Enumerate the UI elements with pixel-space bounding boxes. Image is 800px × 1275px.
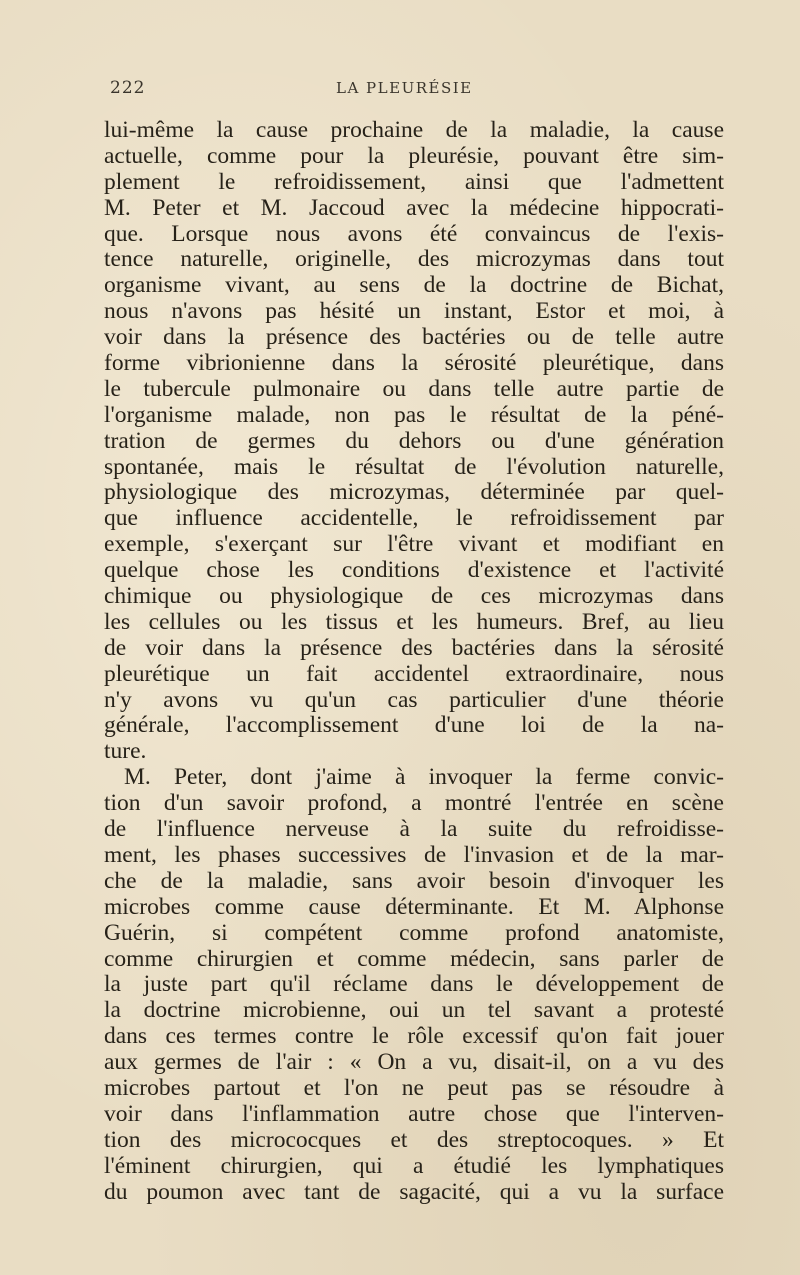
text-line: ment, les phases successives de l'invasion et de la mar- (104, 841, 724, 868)
text-line: voir dans la présence des bactéries ou de telle autre (104, 324, 724, 351)
page-number: 222 (110, 78, 146, 98)
text-line: aux germes de l'air : « On a vu, disait-il, on a vu des (104, 1049, 724, 1076)
running-head (104, 78, 724, 102)
text-line: les cellules ou les tissus et les humeurs. Bref, au lieu (104, 608, 724, 635)
text-line: spontanée, mais le résultat de l'évolution naturelle, (104, 453, 724, 480)
text-line: la juste part qu'il réclame dans le développement de (104, 971, 724, 998)
text-line: de l'influence nerveuse à la suite du refroidisse- (104, 816, 724, 843)
page-header-title: LA PLEURÉSIE (336, 79, 473, 97)
text-line: chimique ou physiologique de ces microzymas dans (104, 583, 724, 610)
text-line: que. Lorsque nous avons été convaincus de l'exis- (104, 220, 724, 247)
text-line: tion d'un savoir profond, a montré l'entrée en scène (104, 790, 724, 817)
text-line: M. Peter et M. Jaccoud avec la médecine hippocrati- (104, 194, 724, 221)
text-line: générale, l'accomplissement d'une loi de la na- (104, 712, 724, 739)
text-line: Guérin, si compétent comme profond anatomiste, (104, 919, 724, 946)
text-line: l'éminent chirurgien, qui a étudié les lymphatiques (104, 1152, 724, 1179)
text-line: comme chirurgien et comme médecin, sans parler de (104, 945, 724, 972)
text-line: quelque chose les conditions d'existence et l'activité (104, 557, 724, 584)
paragraph-start-line: M. Peter, dont j'aime à invoquer la ferme convic- (124, 764, 724, 791)
body-text (104, 118, 724, 1205)
text-line: che de la maladie, sans avoir besoin d'invoquer les (104, 867, 724, 894)
text-line: lui-même la cause prochaine de la maladie, la cause (104, 117, 724, 143)
text-line: tion des micrococques et des streptocoques. » Et (104, 1126, 724, 1153)
text-line: actuelle, comme pour la pleurésie, pouvant être sim- (104, 142, 724, 169)
text-line: que influence accidentelle, le refroidissement par (104, 505, 724, 532)
text-line: n'y avons vu qu'un cas particulier d'une théorie (104, 686, 724, 713)
text-line: tence naturelle, originelle, des microzymas dans tout (104, 246, 724, 273)
text-line: plement le refroidissement, ainsi que l'admettent (104, 168, 724, 195)
text-line: exemple, s'exerçant sur l'être vivant et modifiant en (104, 531, 724, 558)
text-line: voir dans l'inflammation autre chose que l'interven- (104, 1100, 724, 1127)
text-line: l'organisme malade, non pas le résultat de la péné- (104, 401, 724, 428)
text-line: dans ces termes contre le rôle excessif qu'on fait jouer (104, 1023, 724, 1050)
paragraph-end-line: ture. (104, 738, 147, 765)
text-line: de voir dans la présence des bactéries dans la sérosité (104, 634, 724, 661)
text-line: forme vibrionienne dans la sérosité pleurétique, dans (104, 350, 724, 377)
text-line: la doctrine microbienne, oui un tel savant a protesté (104, 997, 724, 1024)
text-line: nous n'avons pas hésité un instant, Estor et moi, à (104, 298, 724, 325)
text-line: microbes partout et l'on ne peut pas se résoudre à (104, 1074, 724, 1101)
text-line: pleurétique un fait accidentel extraordinaire, nous (104, 660, 724, 687)
text-line: le tubercule pulmonaire ou dans telle autre partie de (104, 375, 724, 402)
text-line: microbes comme cause déterminante. Et M. Alphonse (104, 893, 724, 920)
text-line: tration de germes du dehors ou d'une génération (104, 427, 724, 454)
text-line: organisme vivant, au sens de la doctrine de Bichat, (104, 272, 724, 299)
text-line: du poumon avec tant de sagacité, qui a vu la surface (104, 1178, 724, 1205)
text-line: physiologique des microzymas, déterminée par quel- (104, 479, 724, 506)
